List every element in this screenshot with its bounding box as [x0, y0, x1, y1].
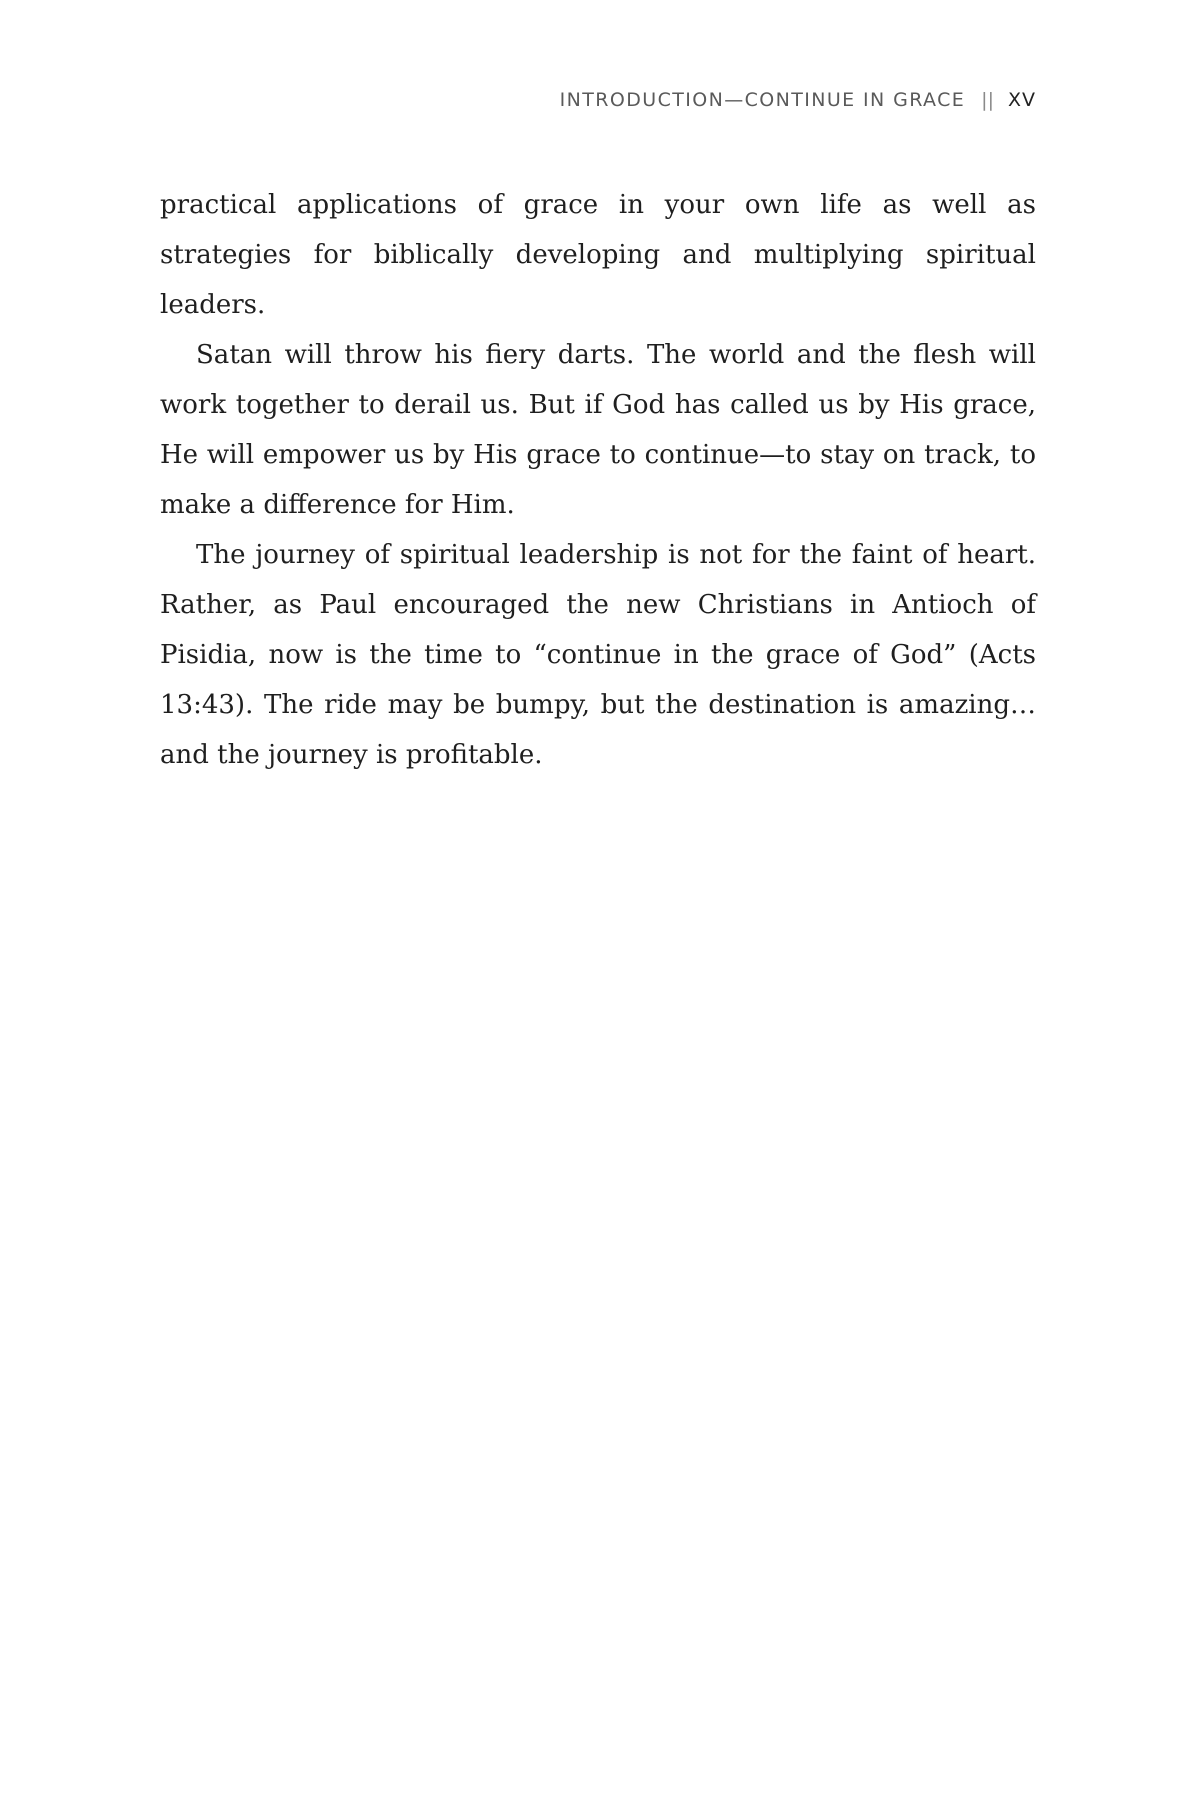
running-head	[560, 86, 1036, 114]
body-text	[160, 180, 1036, 780]
paragraph-journey: The journey of spiritual leadership is not for the faint of heart. Rather, as Paul encouraged the new Christians in Antioch of Pisidia, now is the time to “continue in the grace of God” (Acts 13:43). The ride may be bumpy, but the destination is amazing…and the journey is profitable.	[160, 540, 1036, 770]
paragraph-satan: Satan will throw his fiery darts. The world and the flesh will work together to derail us. But if God has called us by His grace, He will empower us by His grace to continue—to stay on track, to make a difference for Him.	[160, 340, 1036, 520]
paragraph-continuation: practical applications of grace in your own life as well as strategies for biblically developing and multiplying spiritual leaders.	[160, 190, 1036, 320]
running-head-title: INTRODUCTION—CONTINUE IN GRACE	[559, 89, 966, 111]
page-number: XV	[1007, 89, 1036, 111]
running-head-separator: ||	[981, 89, 994, 111]
